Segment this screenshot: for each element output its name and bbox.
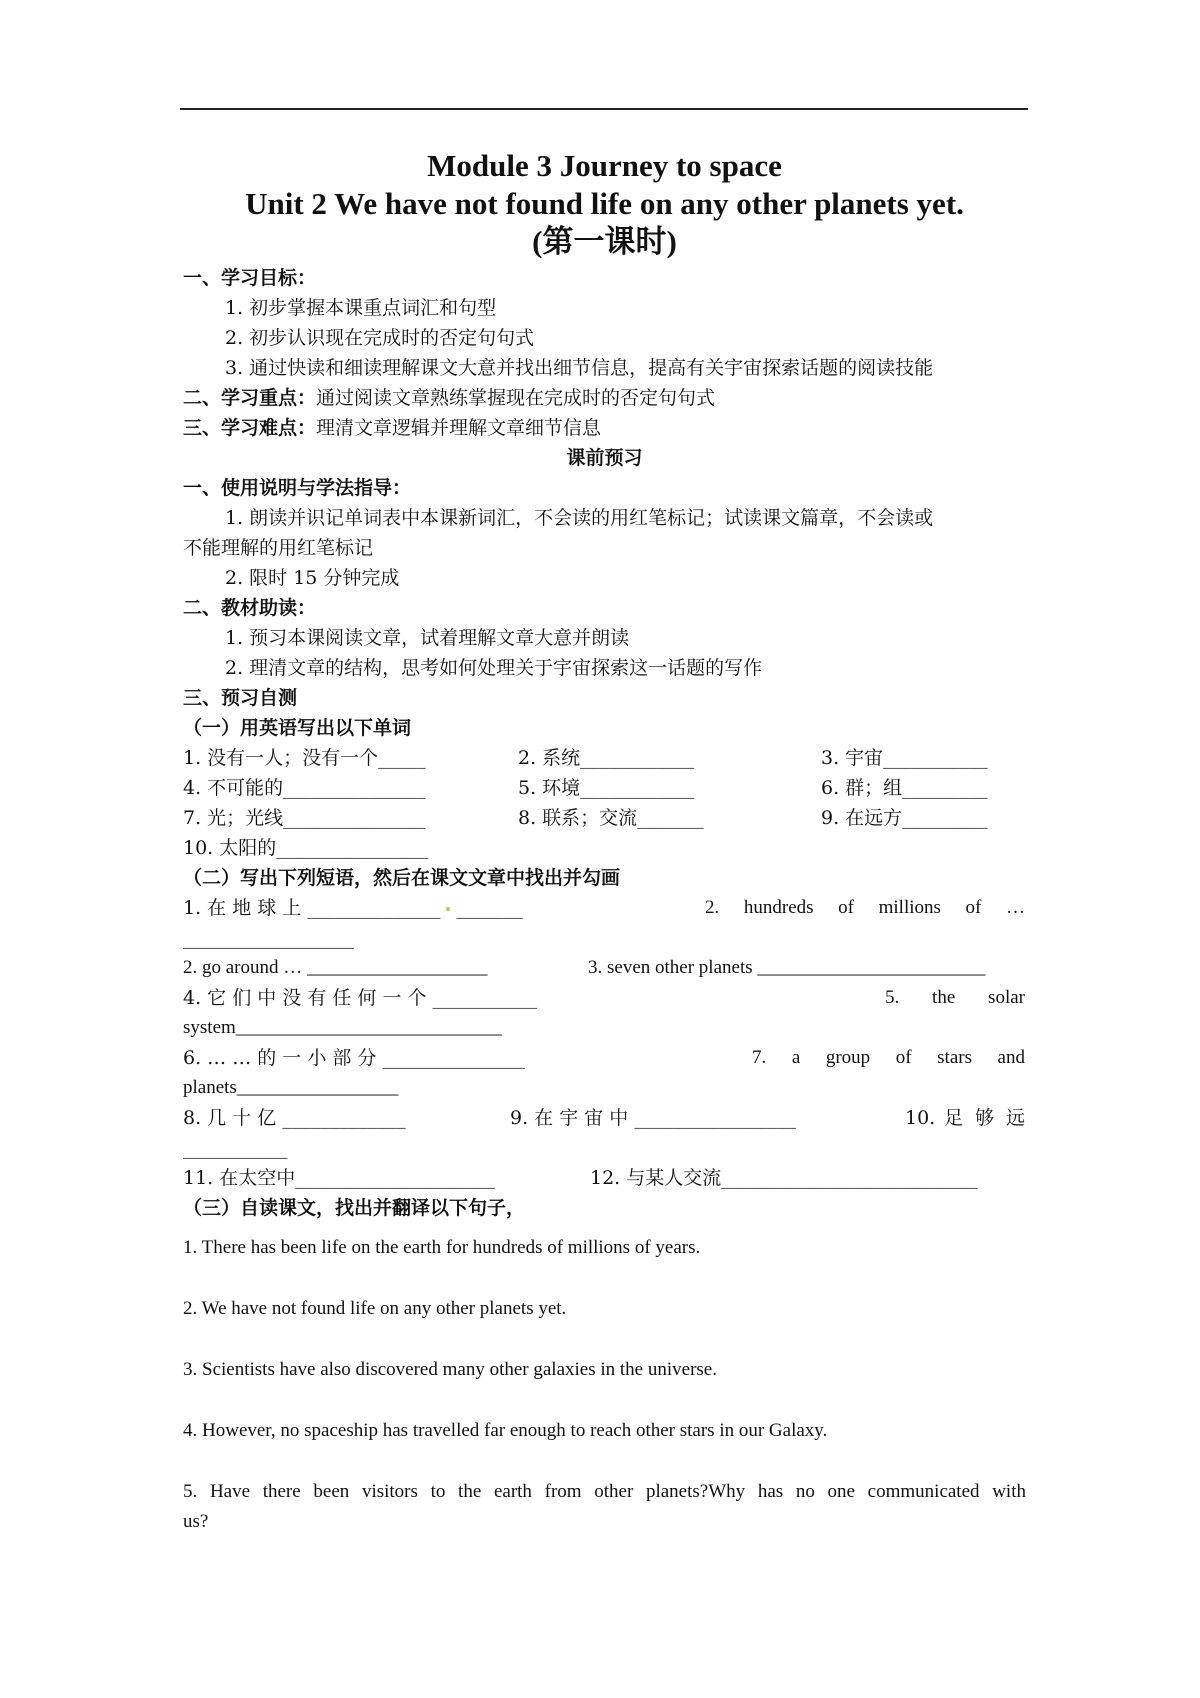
phrase-item: 12. 与某人交流___________________________ bbox=[590, 1167, 978, 1189]
phrase-item: 5. the solar bbox=[885, 987, 1025, 1008]
phrase-item bbox=[183, 893, 523, 923]
mark-dot bbox=[446, 907, 450, 911]
phrase-item: 6. … … 的 一 小 部 分 _______________ bbox=[183, 1047, 525, 1069]
module-title: Module 3 Journey to space bbox=[427, 148, 782, 183]
difficulty bbox=[183, 413, 1026, 443]
phrase-blank: __________________ bbox=[183, 927, 354, 949]
phrase-item: 2. hundreds of millions of … bbox=[705, 897, 1025, 918]
header-rule bbox=[180, 108, 1028, 110]
phrase-item: 9. 在 宇 宙 中 _________________ bbox=[510, 1107, 796, 1129]
difficulty-label: 三、学习难点： bbox=[183, 417, 317, 439]
phrase-item: 7. a group of stars and bbox=[752, 1047, 1025, 1068]
key-point-text: 通过阅读文章熟练掌握现在完成时的否定句句式 bbox=[316, 387, 716, 409]
guide-item: 2. 限时 15 分钟完成 bbox=[225, 567, 400, 589]
phrase-item: 10. 足 够 远 bbox=[905, 1107, 1025, 1129]
objective-item: 1. 初步掌握本课重点词汇和句型 bbox=[225, 297, 497, 319]
phrase-item: 4. 它 们 中 没 有 任 何 一 个 ___________ bbox=[183, 987, 538, 1009]
phrase-blank: planets_________________ bbox=[183, 1077, 399, 1098]
guide-item-continued: 不能理解的用红笔标记 bbox=[183, 537, 374, 559]
sentence-item: 1. There has been life on the earth for hundreds of millions of years. bbox=[183, 1237, 701, 1258]
vocab-item: 2. 系统____________ bbox=[518, 747, 695, 769]
reading-help-item: 2. 理清文章的结构，思考如何处理关于宇宙探索这一话题的写作 bbox=[225, 657, 763, 679]
unit-title: Unit 2 We have not found life on any other planets yet. bbox=[245, 186, 964, 221]
preview-title: 课前预习 bbox=[566, 447, 643, 469]
reading-help-item: 1. 预习本课阅读文章，试着理解文章大意并朗读 bbox=[225, 627, 630, 649]
phrase-blank: _______ bbox=[456, 897, 523, 919]
part1-heading: （一）用英语写出以下单词 bbox=[183, 717, 412, 739]
vocab-item: 8. 联系；交流_______ bbox=[518, 807, 704, 829]
sentence-item: 3. Scientists have also discovered many other galaxies in the universe. bbox=[183, 1359, 717, 1380]
reading-help-heading: 二、教材助读： bbox=[183, 597, 317, 619]
guide-heading: 一、使用说明与学法指导： bbox=[183, 477, 412, 499]
vocab-item: 5. 环境____________ bbox=[518, 777, 695, 799]
phrase-text: 1. 在 地 球 上 ______________ bbox=[183, 897, 441, 919]
objective-item: 2. 初步认识现在完成时的否定句句式 bbox=[225, 327, 535, 349]
guide-item: 1. 朗读并识记单词表中本课新词汇，不会读的用红笔标记；试读课文篇章，不会读或 bbox=[225, 507, 934, 529]
phrase-item: 2. go around … ___________________ bbox=[183, 957, 488, 978]
objective-item: 3. 通过快读和细读理解课文大意并找出细节信息，提高有关宇宙探索话题的阅读技能 bbox=[225, 357, 934, 379]
part2-heading: （二）写出下列短语，然后在课文文章中找出并勾画 bbox=[183, 867, 621, 889]
phrase-item: 8. 几 十 亿 _____________ bbox=[183, 1107, 406, 1129]
key-point-label: 二、学习重点： bbox=[183, 387, 317, 409]
part3-heading: （三）自读课文，找出并翻译以下句子， bbox=[183, 1197, 526, 1219]
vocab-item: 4. 不可能的_______________ bbox=[183, 777, 426, 799]
vocab-item: 1. 没有一人；没有一个_____ bbox=[183, 747, 426, 769]
difficulty-text: 理清文章逻辑并理解文章细节信息 bbox=[316, 417, 602, 439]
sentence-item: 5. Have there been visitors to the earth from other planets?Why has no one communicated with bbox=[183, 1481, 1026, 1502]
self-test-heading: 三、预习自测 bbox=[183, 687, 298, 709]
objectives-heading: 一、学习目标： bbox=[183, 267, 317, 289]
phrase-item: 11. 在太空中_____________________ bbox=[183, 1167, 495, 1189]
phrase-blank: system____________________________ bbox=[183, 1017, 502, 1038]
sentence-item-continued: us? bbox=[183, 1511, 209, 1532]
vocab-item: 9. 在远方_________ bbox=[821, 807, 988, 829]
vocab-item: 6. 群；组_________ bbox=[821, 777, 988, 799]
phrase-blank: ___________ bbox=[183, 1137, 288, 1159]
lesson-subtitle: (第一课时) bbox=[532, 224, 677, 259]
key-point bbox=[183, 383, 1026, 413]
vocab-item: 7. 光；光线_______________ bbox=[183, 807, 426, 829]
phrase-item: 3. seven other planets ________________________ bbox=[588, 957, 986, 978]
vocab-item: 3. 宇宙___________ bbox=[821, 747, 988, 769]
sentence-item: 4. However, no spaceship has travelled far enough to reach other stars in our Galaxy. bbox=[183, 1420, 828, 1441]
sentence-item: 2. We have not found life on any other planets yet. bbox=[183, 1298, 567, 1319]
vocab-item: 10. 太阳的________________ bbox=[183, 837, 429, 859]
